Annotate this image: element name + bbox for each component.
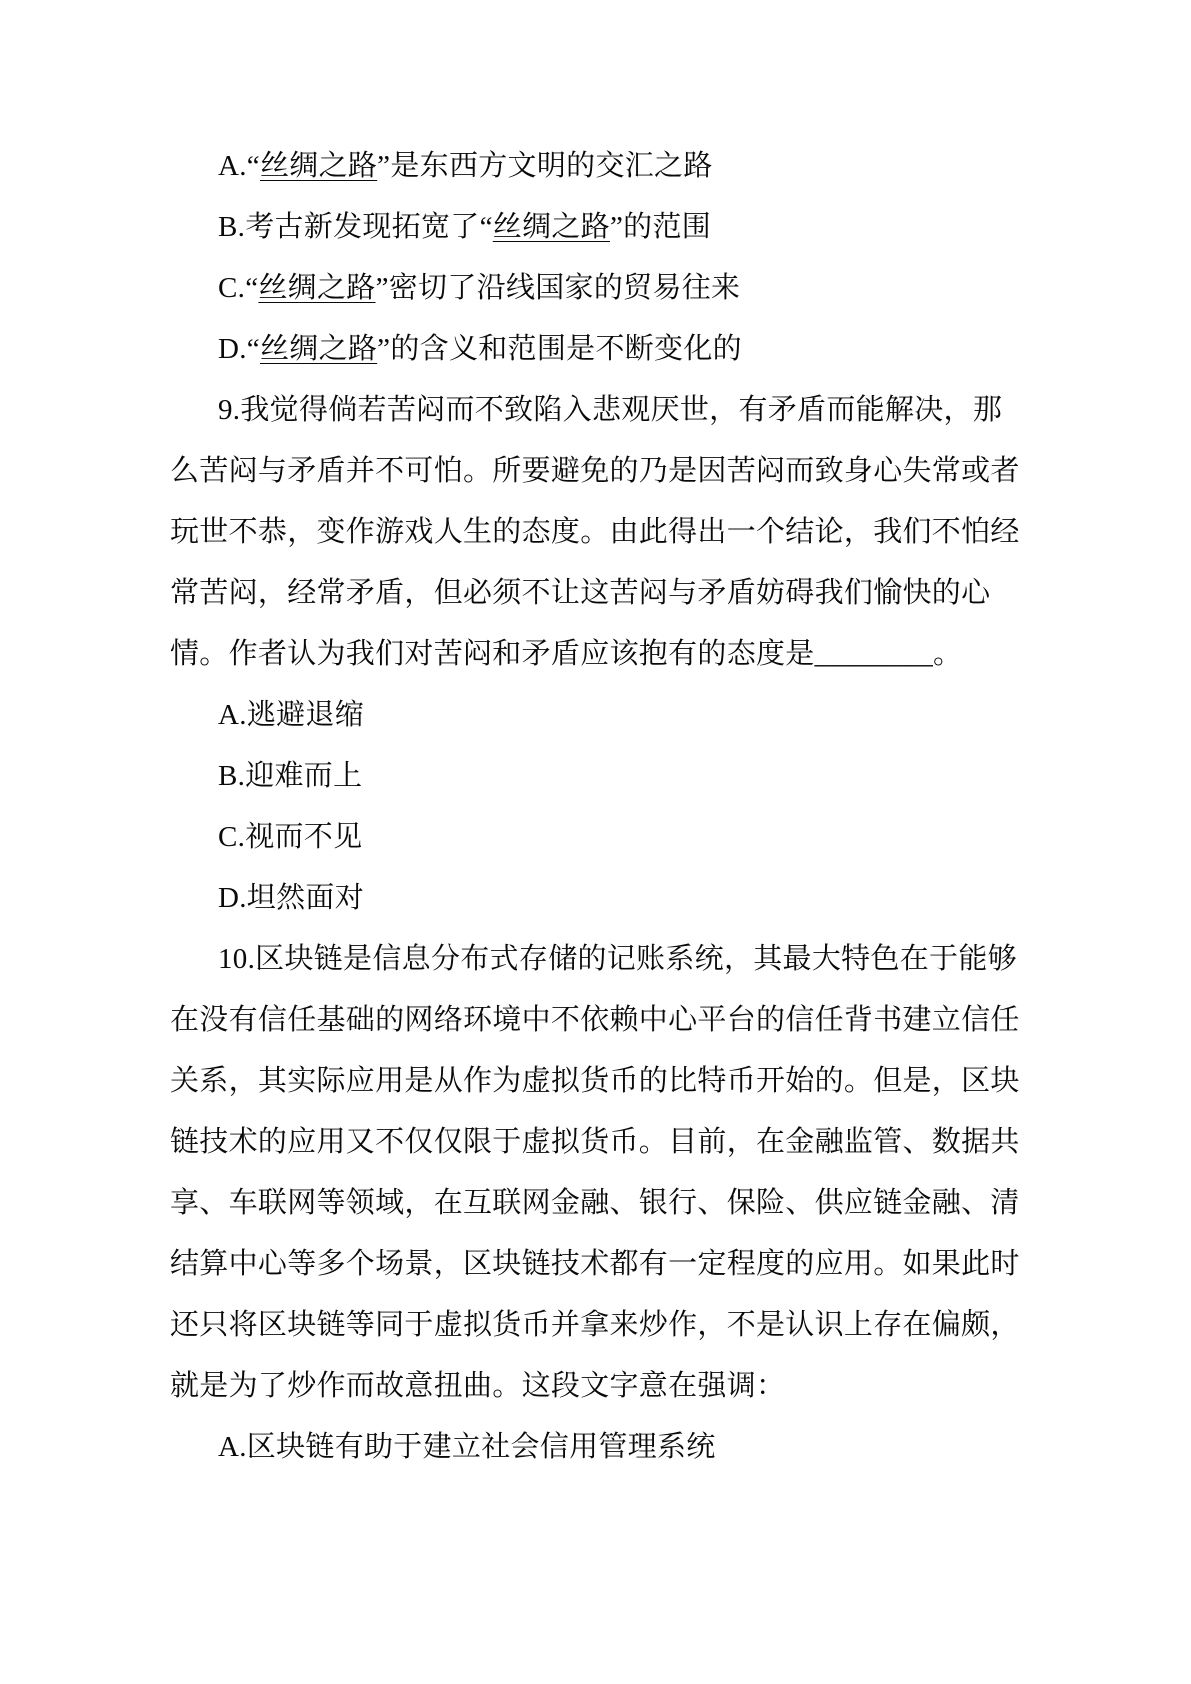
text-segment: 还只将区块链等同于虚拟货币并拿来炒作，不是认识上存在偏颇， bbox=[170, 1309, 1020, 1341]
text-line bbox=[170, 136, 1042, 197]
text-segment: ”的范围 bbox=[609, 211, 712, 243]
proper-noun-underlined-text: 丝绸之路 bbox=[259, 150, 378, 182]
text-line bbox=[170, 197, 1042, 258]
text-segment: 10.区块链是信息分布式存储的记账系统，其最大特色在于能够 bbox=[218, 943, 1017, 975]
text-line bbox=[170, 502, 1042, 563]
text-segment: A.“ bbox=[218, 150, 260, 182]
text-segment: 常苦闷，经常矛盾，但必须不让这苦闷与矛盾妨碍我们愉快的心 bbox=[170, 577, 991, 609]
text-line bbox=[170, 990, 1042, 1051]
text-segment: C.视而不见 bbox=[218, 821, 363, 853]
proper-noun-underlined-text: 丝绸之路 bbox=[259, 333, 378, 365]
text-segment: ”密切了沿线国家的贸易往来 bbox=[375, 272, 741, 304]
text-segment: ”的含义和范围是不断变化的 bbox=[377, 333, 742, 365]
text-line bbox=[170, 1051, 1042, 1112]
text-segment: B.考古新发现拓宽了“ bbox=[218, 211, 493, 243]
text-line bbox=[170, 319, 1042, 380]
text-line bbox=[170, 807, 1042, 868]
text-segment: 关系，其实际应用是从作为虚拟货币的比特币开始的。但是，区块 bbox=[170, 1065, 1020, 1097]
text-segment: 么苦闷与矛盾并不可怕。所要避免的乃是因苦闷而致身心失常或者 bbox=[170, 455, 1020, 487]
text-line bbox=[170, 624, 1042, 685]
text-line bbox=[170, 258, 1042, 319]
text-line bbox=[170, 380, 1042, 441]
text-segment: D.坦然面对 bbox=[218, 882, 364, 914]
q9-options bbox=[170, 685, 1042, 929]
text-segment: 玩世不恭，变作游戏人生的态度。由此得出一个结论，我们不怕经 bbox=[170, 516, 1020, 548]
text-line bbox=[170, 685, 1042, 746]
q8-options bbox=[170, 136, 1042, 380]
text-segment: A.区块链有助于建立社会信用管理系统 bbox=[218, 1431, 716, 1463]
text-segment: D.“ bbox=[218, 333, 260, 365]
text-segment: 9.我觉得倘若苦闷而不致陷入悲观厌世，有矛盾而能解决，那 bbox=[218, 394, 1003, 426]
text-segment: 情。作者认为我们对苦闷和矛盾应该抱有的态度是________。 bbox=[170, 638, 963, 670]
text-segment: 在没有信任基础的网络环境中不依赖中心平台的信任背书建立信任 bbox=[170, 1004, 1020, 1036]
text-line bbox=[170, 929, 1042, 990]
text-segment: 链技术的应用又不仅仅限于虚拟货币。目前，在金融监管、数据共 bbox=[170, 1126, 1020, 1158]
text-line bbox=[170, 868, 1042, 929]
text-segment: 就是为了炒作而故意扭曲。这段文字意在强调： bbox=[170, 1370, 786, 1402]
text-segment: C.“ bbox=[218, 272, 259, 304]
proper-noun-underlined-text: 丝绸之路 bbox=[258, 272, 376, 304]
document-content bbox=[170, 136, 1042, 1478]
text-line bbox=[170, 563, 1042, 624]
text-line bbox=[170, 1356, 1042, 1417]
text-segment: 享、车联网等领域，在互联网金融、银行、保险、供应链金融、清 bbox=[170, 1187, 1020, 1219]
text-line bbox=[170, 1112, 1042, 1173]
text-segment: ”是东西方文明的交汇之路 bbox=[377, 150, 713, 182]
text-segment: 结算中心等多个场景，区块链技术都有一定程度的应用。如果此时 bbox=[170, 1248, 1020, 1280]
text-line bbox=[170, 441, 1042, 502]
proper-noun-underlined-text: 丝绸之路 bbox=[492, 211, 610, 243]
text-line bbox=[170, 1295, 1042, 1356]
q10-stem bbox=[170, 929, 1042, 1417]
text-line bbox=[170, 1173, 1042, 1234]
text-segment: B.迎难而上 bbox=[218, 760, 363, 792]
text-segment: A.逃避退缩 bbox=[218, 699, 364, 731]
text-line bbox=[170, 1234, 1042, 1295]
text-line bbox=[170, 746, 1042, 807]
q10-options bbox=[170, 1417, 1042, 1478]
text-line bbox=[170, 1417, 1042, 1478]
q9-stem bbox=[170, 380, 1042, 685]
